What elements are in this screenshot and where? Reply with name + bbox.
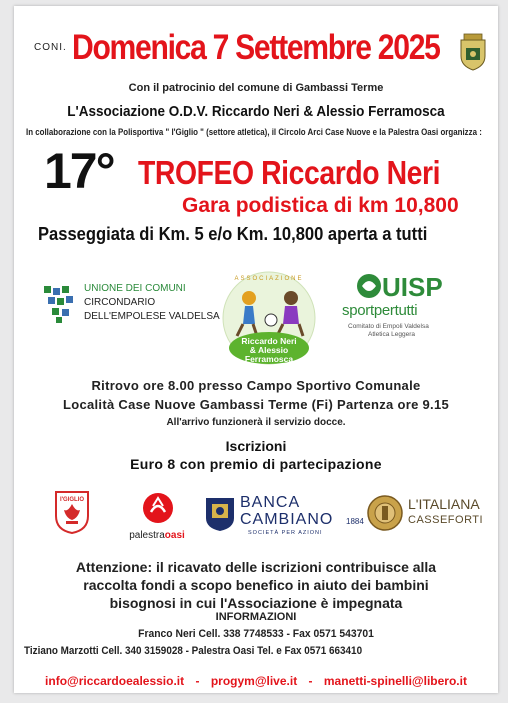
email-progym[interactable]: progym@live.it <box>210 674 298 688</box>
center-logo-top-text: ASSOCIAZIONE <box>234 276 304 282</box>
oasi-text: oasi <box>164 530 185 541</box>
italiana-casseforti-logo <box>366 494 486 538</box>
unione-comuni-logo <box>42 280 220 330</box>
race-distance: Gara podistica di km 10,800 <box>182 194 459 217</box>
banca-year: 1884 <box>346 517 364 526</box>
unione-line-3: DELL'EMPOLESE VALDELSA <box>84 311 220 322</box>
notice <box>14 558 498 612</box>
email-info[interactable]: info@riccardoealessio.it <box>45 674 185 688</box>
banca-cambiano-logo <box>204 494 374 538</box>
registration-title: Iscrizioni <box>225 438 287 454</box>
collaboration-line: In collaborazione con la Polisportiva " l'Giglio " (settore atletica), il Circolo Arci Case Nuove e la Palestra Oasi organizza : <box>26 127 482 137</box>
showers-line: All'arrivo funzionerà il servizio docce. <box>166 417 346 428</box>
unione-line-2: CIRCONDARIO <box>84 297 156 308</box>
uisp-logo-icon <box>356 272 382 300</box>
email-manetti[interactable]: manetti-spinelli@libero.it <box>323 674 467 688</box>
contact-tiziano: Tiziano Marzotti Cell. 340 3159028 - Palestra Oasi Tel. e Fax 0571 663410 <box>24 645 363 657</box>
uisp-logo <box>342 272 474 338</box>
palestra-oasi-logo <box>124 488 190 542</box>
palestra-oasi-logo-icon <box>141 488 175 528</box>
banca-cambiano-logo-icon <box>204 496 236 532</box>
giglio-lily-icon <box>54 490 90 534</box>
center-logo-line-1: Riccardo Neri <box>241 336 297 346</box>
event-date: Domenica 7 Settembre 2025 <box>72 28 440 67</box>
italiana-line-1: L'ITALIANA <box>408 496 480 512</box>
association-logo-icon <box>219 268 319 368</box>
registration-fee: Euro 8 con premio di partecipazione <box>130 456 382 472</box>
uisp-committee-2: Atletica Leggera <box>368 331 415 338</box>
email-separator: - <box>195 674 200 688</box>
uisp-name: UISP <box>382 272 443 302</box>
email-separator: - <box>308 674 313 688</box>
unione-comuni-logo-icon <box>42 284 78 324</box>
center-logo-line-3: Ferramosca <box>244 354 294 364</box>
banca-line-1: BANCA <box>240 494 301 511</box>
association-line: L'Associazione O.D.V. Riccardo Neri & Alessio Ferramosca <box>67 103 445 120</box>
uisp-tagline: sportpertutti <box>342 302 418 319</box>
center-logo-line-2: & Alessio <box>249 345 289 355</box>
coni-logo-text: CONI. <box>34 42 67 53</box>
italiana-casseforti-logo-icon <box>366 494 404 532</box>
meeting-line: Ritrovo ore 8.00 presso Campo Sportivo Comunale <box>91 378 421 393</box>
notice-line-2: raccolta fondi a scopo benefico in aiuto dei bambini <box>83 577 429 593</box>
italiana-line-2: CASSEFORTI <box>408 514 484 526</box>
banca-line-2: CAMBIANO <box>240 511 334 528</box>
town-crest-icon <box>458 32 488 72</box>
edition-number: 17° <box>44 143 114 199</box>
uisp-committee-1: Comitato di Empoli Valdelsa <box>348 323 429 330</box>
banca-soc: SOCIETÀ PER AZIONI <box>248 530 323 536</box>
notice-line-1: Attenzione: il ricavato delle iscrizioni contribuisce alla <box>75 559 437 575</box>
contact-franco: Franco Neri Cell. 338 7748533 - Fax 0571 543701 <box>138 628 374 640</box>
poster <box>14 6 498 693</box>
info-title: INFORMAZIONI <box>215 611 297 623</box>
palestra-text: palestra <box>129 530 165 541</box>
unione-line-1: UNIONE DEI COMUNI <box>84 283 186 294</box>
notice-line-3: bisognosi in cui l'Associazione è impegnata <box>109 595 403 611</box>
patronage-line: Con il patrocinio del comune di Gambassi Terme <box>128 82 384 94</box>
walk-line: Passeggiata di Km. 5 e/o Km. 10,800 aperta a tutti <box>38 224 428 244</box>
trophy-title: TROFEO Riccardo Neri <box>138 154 441 191</box>
giglio-text: I'GIGLIO <box>59 497 85 503</box>
email-line <box>14 674 498 688</box>
location-line: Località Case Nuove Gambassi Terme (Fi) Partenza ore 9.15 <box>62 397 450 412</box>
